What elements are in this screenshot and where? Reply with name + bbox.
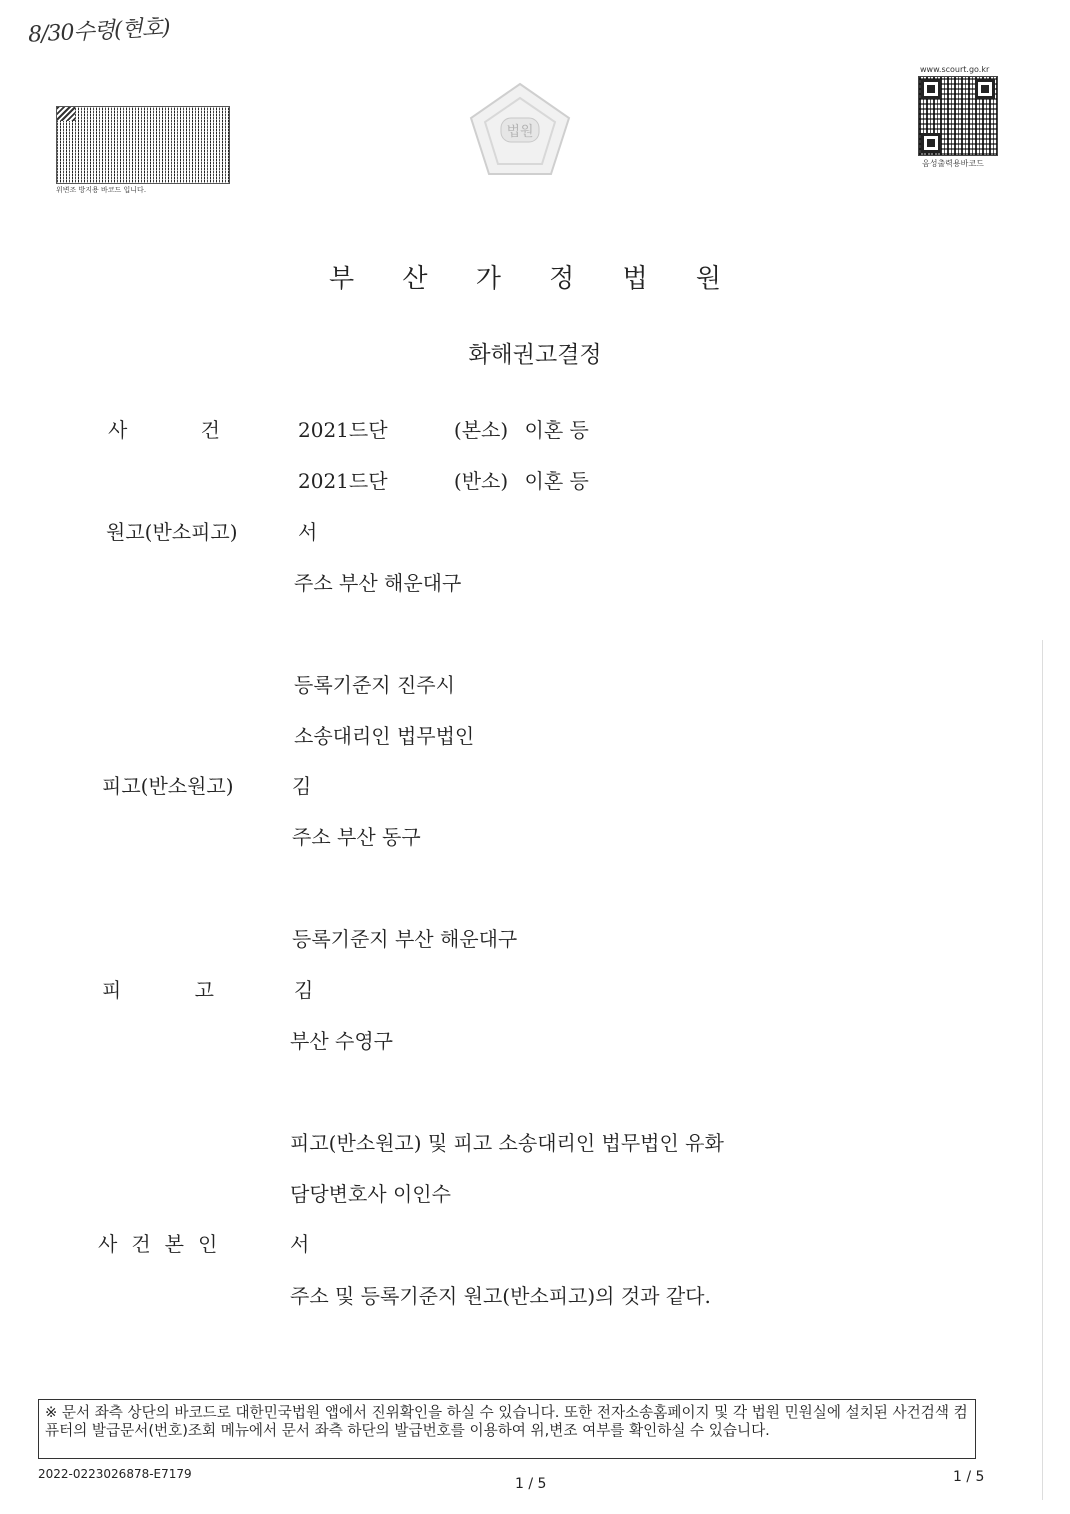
- court-seal-icon: [465, 80, 575, 180]
- defendant2-label: 피 고: [102, 978, 214, 1002]
- defendant-label: 피고(반소원고): [102, 774, 234, 798]
- issue-number: 2022-0223026878-E7179: [38, 1467, 192, 1481]
- principal-label: 사 건 본 인: [98, 1232, 218, 1256]
- case-label: 사 건: [108, 418, 220, 442]
- defendant-counsel: 피고(반소원고) 및 피고 소송대리인 법무법인 유화: [290, 1131, 724, 1155]
- principal-name: 서: [290, 1232, 310, 1256]
- case-line-2: 2021드단 (반소) 이혼 등: [298, 469, 589, 493]
- defendant2-address: 부산 수영구: [290, 1029, 393, 1053]
- plaintiff-name: 서: [298, 520, 318, 544]
- plaintiff-registry: 등록기준지 진주시: [294, 673, 455, 697]
- page-number-center: 1 / 5: [515, 1476, 547, 1492]
- plaintiff-counsel: 소송대리인 법무법인: [294, 724, 475, 748]
- scan-edge-line: [1042, 640, 1043, 1500]
- principal-note: 주소 및 등록기준지 원고(반소피고)의 것과 같다.: [290, 1284, 711, 1308]
- barcode-caption: 위변조 방지용 바코드 입니다.: [56, 186, 147, 194]
- plaintiff-address: 주소 부산 해운대구: [294, 571, 462, 595]
- handwritten-receipt-note: 8/30수령(현호): [27, 15, 171, 48]
- case-line-1: 2021드단 (본소) 이혼 등: [298, 418, 589, 442]
- document-title: 화해권고결정: [468, 342, 602, 368]
- defendant-registry: 등록기준지 부산 해운대구: [292, 927, 518, 951]
- verification-notice: ※ 문서 좌측 상단의 바코드로 대한민국법원 앱에서 진위확인을 하실 수 있습니다. 또한 전자소송홈페이지 및 각 법원 민원실에 설치된 사건검색 컴퓨터의 발급문서(번호)조회 메뉴에서 문서 좌측 하단의 발급번호를 이용하여 위,변조 여부를 확인하실 수 있습니다.: [38, 1399, 976, 1459]
- defendant-attorney: 담당변호사 이인수: [290, 1182, 451, 1206]
- qr-caption: 음성출력용바코드: [922, 159, 984, 168]
- defendant-address: 주소 부산 동구: [292, 825, 421, 849]
- defendant-name: 김: [292, 774, 312, 798]
- qr-url: www.scourt.go.kr: [920, 65, 990, 74]
- seal-text: 법원: [506, 124, 534, 140]
- voice-output-qr-code: [918, 76, 998, 156]
- defendant2-name: 김: [294, 978, 314, 1002]
- page-number-right: 1 / 5: [953, 1469, 985, 1485]
- plaintiff-label: 원고(반소피고): [106, 520, 238, 544]
- court-name: 부 산 가 정 법 원: [328, 264, 742, 294]
- anti-forgery-barcode: [56, 106, 230, 184]
